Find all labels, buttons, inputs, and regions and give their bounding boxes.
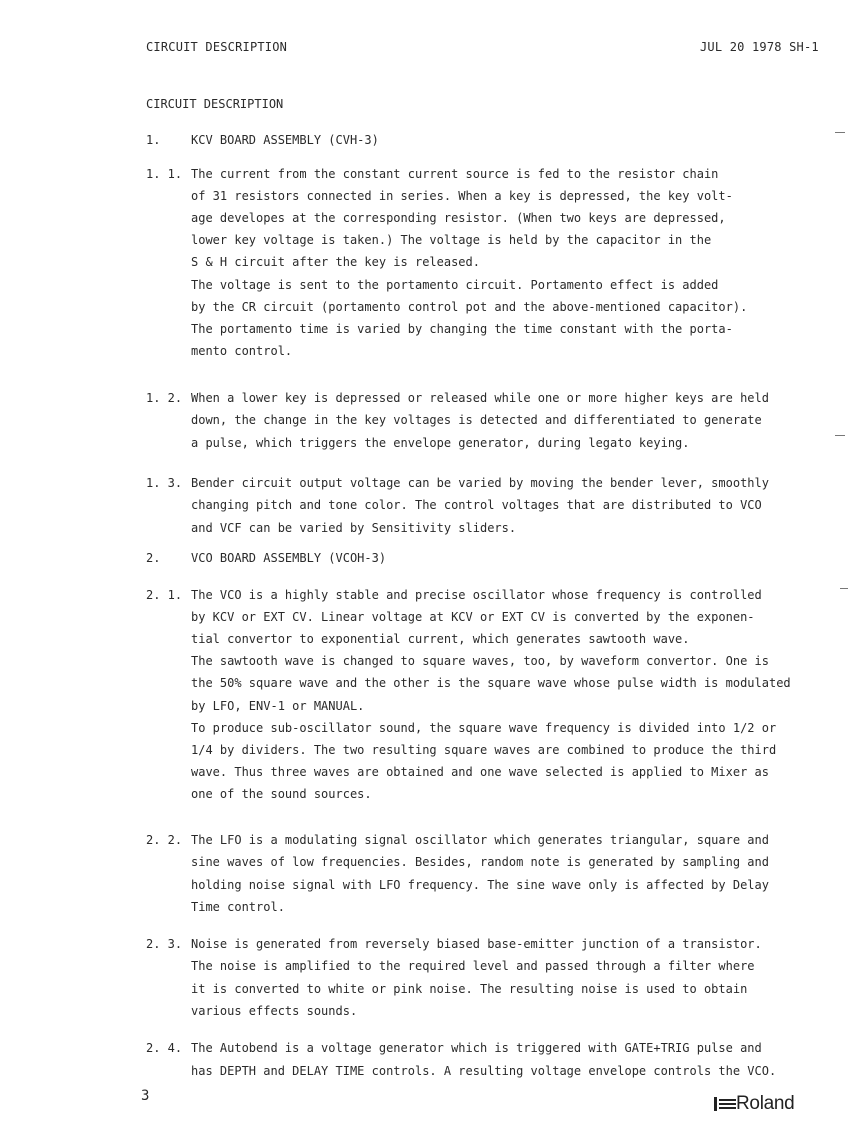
text-line: lower key voltage is taken.) The voltage is held by the capacitor in the (191, 233, 712, 248)
text-line: The voltage is sent to the portamento circuit. Portamento effect is added (191, 277, 719, 292)
text-line: various effects sounds. (191, 1003, 358, 1018)
text-line: Time control. (191, 899, 285, 914)
scan-mark (835, 435, 845, 436)
section-number: 1. 1. (146, 167, 183, 181)
text-line: wave. Thus three waves are obtained and one wave selected is applied to Mixer as (191, 764, 769, 779)
roland-emblem-icon (714, 1097, 736, 1111)
text-line: mento control. (191, 343, 293, 358)
text-line: by the CR circuit (portamento control pot and the above-mentioned capacitor). (191, 299, 748, 314)
section-number: 2. (146, 551, 161, 565)
text-line: changing pitch and tone color. The control voltages that are distributed to VCO (191, 498, 762, 513)
scan-mark (840, 588, 848, 589)
header-left: CIRCUIT DESCRIPTION (146, 40, 288, 54)
header-right: JUL 20 1978 SH-1 (700, 40, 819, 54)
roland-logo (714, 1093, 794, 1115)
text-line: sine waves of low frequencies. Besides, random note is generated by sampling and (191, 855, 769, 870)
section-number: 2. 4. (146, 1041, 183, 1055)
text-line: 1/4 by dividers. The two resulting square waves are combined to produce the third (191, 742, 777, 757)
text-line: The noise is amplified to the required level and passed through a filter where (191, 959, 755, 974)
text-line: the 50% square wave and the other is the square wave whose pulse width is modulated (191, 676, 791, 691)
text-line: Noise is generated from reversely biased base-emitter junction of a transistor. (191, 937, 762, 951)
text-line: one of the sound sources. (191, 786, 372, 801)
text-line: The Autobend is a voltage generator which is triggered with GATE+TRIG pulse and (191, 1041, 762, 1055)
text-line: by LFO, ENV-1 or MANUAL. (191, 698, 365, 713)
section-number: 1. 3. (146, 476, 183, 490)
text-line: The LFO is a modulating signal oscillator which generates triangular, square and (191, 833, 769, 847)
text-line: To produce sub-oscillator sound, the square wave frequency is divided into 1/2 or (191, 720, 777, 735)
scan-mark (835, 132, 845, 133)
text-line: tial convertor to exponential current, which generates sawtooth wave. (191, 632, 690, 647)
text-line: of 31 resistors connected in series. When a key is depressed, the key volt- (191, 189, 733, 204)
text-line: holding noise signal with LFO frequency. The sine wave only is affected by Delay (191, 877, 769, 892)
text-line: it is converted to white or pink noise. The resulting noise is used to obtain (191, 981, 748, 996)
text-line: down, the change in the key voltages is detected and differentiated to generate (191, 413, 762, 428)
text-line: and VCF can be varied by Sensitivity sliders. (191, 520, 517, 535)
text-line: has DEPTH and DELAY TIME controls. A resulting voltage envelope controls the VCO. (191, 1063, 777, 1078)
roland-logo-text: Roland (736, 1093, 795, 1114)
text-line: S & H circuit after the key is released. (191, 255, 480, 270)
text-line: The current from the constant current source is fed to the resistor chain (191, 167, 719, 181)
text-line: The sawtooth wave is changed to square waves, too, by waveform convertor. One is (191, 654, 769, 669)
text-line: by KCV or EXT CV. Linear voltage at KCV or EXT CV is converted by the exponen- (191, 610, 755, 625)
section-number: 2. 1. (146, 588, 183, 602)
section-number: 2. 3. (146, 937, 183, 951)
text-line: VCO BOARD ASSEMBLY (VCOH-3) (191, 551, 387, 565)
document-title: CIRCUIT DESCRIPTION (146, 97, 284, 111)
text-line: a pulse, which triggers the envelope generator, during legato keying. (191, 435, 690, 450)
page-number: 3 (141, 1088, 150, 1104)
text-line: The VCO is a highly stable and precise oscillator whose frequency is controlled (191, 588, 762, 602)
text-line: age developes at the corresponding resistor. (When two keys are depressed, (191, 211, 726, 226)
section-number: 1. 2. (146, 391, 183, 405)
text-line: Bender circuit output voltage can be varied by moving the bender lever, smoothly (191, 476, 769, 490)
section-number: 2. 2. (146, 833, 183, 847)
text-line: When a lower key is depressed or released while one or more higher keys are held (191, 391, 769, 405)
section-number: 1. (146, 133, 161, 147)
text-line: KCV BOARD ASSEMBLY (CVH-3) (191, 133, 379, 147)
text-line: The portamento time is varied by changing the time constant with the porta- (191, 321, 733, 336)
